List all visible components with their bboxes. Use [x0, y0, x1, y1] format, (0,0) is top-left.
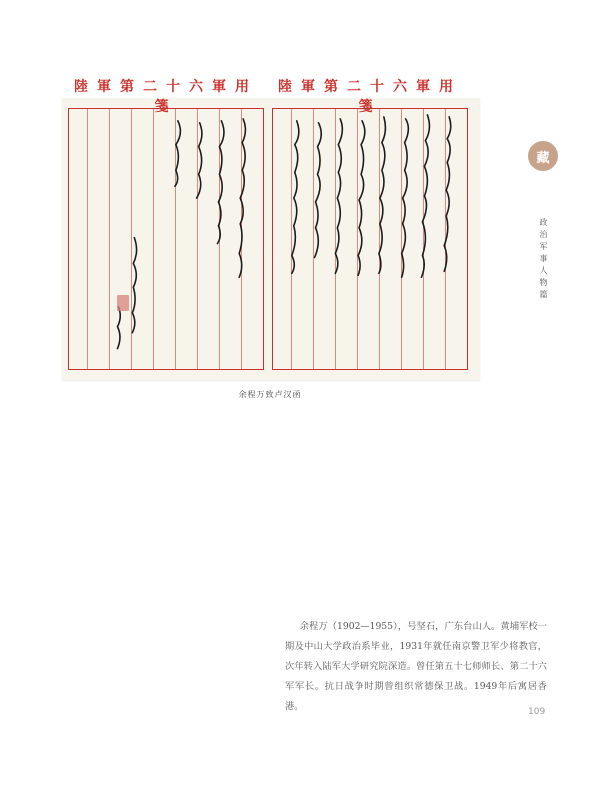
section-title: 政治军事人物篇	[539, 218, 548, 302]
handwriting-right	[273, 109, 467, 368]
letterhead-left-text: 陸軍第二十六軍用箋	[74, 79, 258, 115]
letterhead-left	[69, 79, 263, 115]
biography-text: 余程万（1902—1955），号坚石，广东台山人。黄埔军校一期及中山大学政治系毕业，1931年就任南京警卫军少将教官，次年转入陆军大学研究院深造。曾任第五十七师师长、第二十六军军长。抗日战争时期曾组织常德保卫战。1949年后寓居香港。	[285, 621, 547, 712]
image-caption: 余程万致卢汉函	[238, 390, 302, 399]
section-badge: 藏	[528, 141, 558, 171]
letterhead-right	[273, 79, 467, 115]
letter-sheet-left	[68, 79, 264, 370]
page-number: 109	[528, 707, 546, 717]
handwriting-left	[69, 109, 263, 368]
letter-sheet-right	[272, 79, 468, 370]
letterhead-right-text: 陸軍第二十六軍用箋	[278, 79, 462, 115]
letter-photo	[62, 79, 480, 380]
red-seal	[117, 295, 129, 311]
